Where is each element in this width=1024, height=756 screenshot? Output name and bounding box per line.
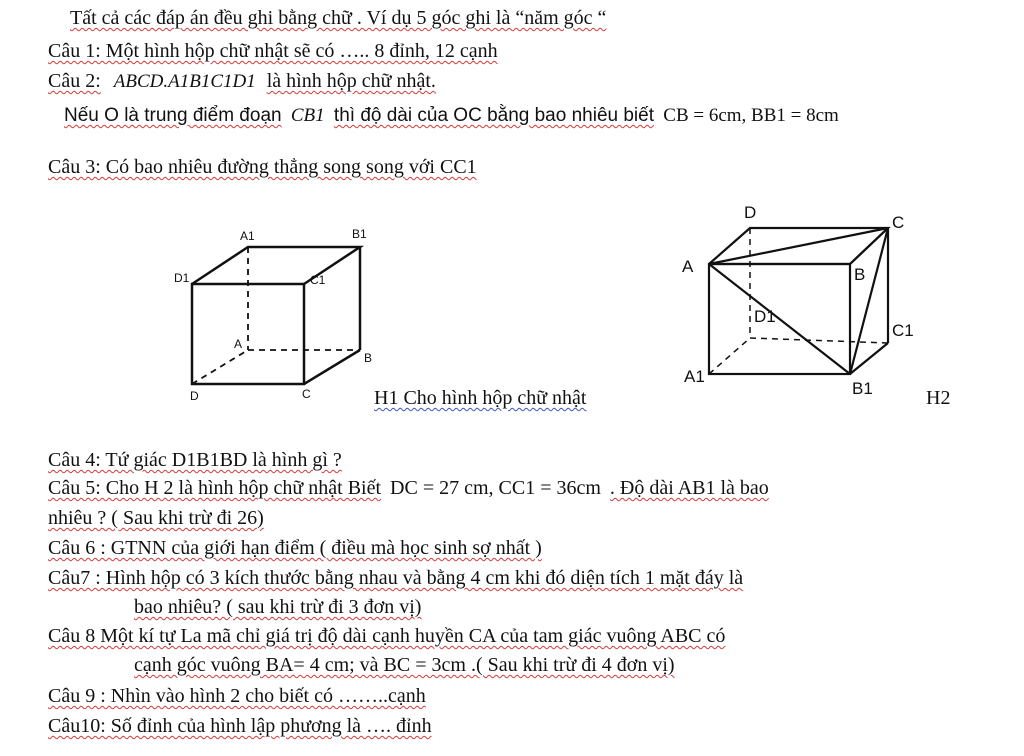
question-2	[48, 69, 436, 94]
hidden-left-edge	[709, 338, 750, 374]
label-C: C	[892, 213, 905, 232]
diagonal-AC	[709, 228, 888, 264]
question-7: Câu7 : Hình hộp có 3 kích thước bằng nhau và bằng 4 cm khi đó diện tích 1 mặt đáy là	[48, 567, 744, 589]
question-10: Câu10: Số đỉnh của hình lập phương là …. đỉnh	[48, 715, 432, 737]
label-B: B	[364, 351, 373, 365]
figure-2-box	[668, 198, 968, 408]
label-D: D	[744, 203, 757, 222]
hidden-back-edge	[750, 338, 888, 343]
front-face	[192, 284, 304, 384]
label-C1: C1	[892, 321, 914, 340]
question-4: Câu 4: Tứ giác D1B1BD là hình gì ?	[48, 449, 342, 471]
question-7-line2: bao nhiêu? ( sau khi trừ đi 3 đơn vị)	[134, 596, 422, 618]
label-B: B	[854, 265, 866, 284]
diagonal-B1C	[850, 228, 888, 374]
figure-1-box	[170, 222, 390, 412]
question-5	[48, 476, 769, 500]
question-2-segment: CB1	[290, 105, 325, 126]
label-C: C	[302, 387, 311, 401]
question-5-suffix: . Độ dài AB1 là bao	[609, 477, 769, 499]
question-3: Câu 3: Có bao nhiêu đường thẳng song song với CC1	[48, 156, 477, 178]
label-D1: D1	[174, 271, 190, 285]
label-D1: D1	[754, 307, 776, 326]
question-2-line2-mid: thì độ dài của OC bằng bao nhiêu biết	[333, 105, 654, 126]
diagonal-AB1	[709, 264, 850, 374]
question-5-line2: nhiêu ? ( Sau khi trừ đi 26)	[48, 507, 264, 529]
question-2-label: Câu 2:	[48, 70, 101, 92]
label-B1: B1	[852, 379, 873, 398]
figure-1-caption: H1 Cho hình hộp chữ nhật	[374, 387, 587, 409]
question-9: Câu 9 : Nhìn vào hình 2 cho biết có ……..cạnh	[48, 685, 426, 707]
label-A: A	[234, 337, 243, 351]
label-D: D	[190, 389, 199, 403]
question-2-line2	[64, 104, 839, 128]
label-C1: C1	[310, 273, 326, 287]
question-5-given: DC = 27 cm, CC1 = 36cm	[390, 477, 601, 499]
question-5-prefix: Câu 5: Cho H 2 là hình hộp chữ nhật Biết	[48, 477, 382, 499]
label-A1: A1	[240, 229, 255, 243]
question-1: Câu 1: Một hình hộp chữ nhật sẽ có ….. 8 đỉnh, 12 cạnh	[48, 40, 498, 62]
question-6: Câu 6 : GTNN của giới hạn điểm ( điều mà học sinh sợ nhất )	[48, 537, 542, 559]
bottom-right-edge	[304, 350, 360, 384]
question-2-line2-text: Nếu O là trung điểm đoạn	[64, 105, 282, 126]
instruction-header: Tất cả các đáp án đều ghi bằng chữ . Ví dụ 5 góc ghi là “năm góc “	[70, 7, 607, 29]
question-8-line2: cạnh góc vuông BA= 4 cm; và BC = 3cm .( Sau khi trừ đi 4 đơn vị)	[134, 654, 675, 676]
label-A1: A1	[684, 367, 705, 386]
label-B1: B1	[352, 227, 367, 241]
top-face	[192, 247, 360, 284]
hidden-left-edge	[192, 350, 248, 384]
figure-2-caption: H2	[926, 387, 951, 409]
bottom-right-edge	[850, 343, 888, 374]
question-8: Câu 8 Một kí tự La mã chỉ giá trị độ dài cạnh huyền CA của tam giác vuông ABC có	[48, 625, 726, 647]
question-2-text: là hình hộp chữ nhật.	[266, 70, 436, 92]
question-2-math: ABCD.A1B1C1D1	[113, 71, 256, 92]
label-A: A	[682, 257, 694, 276]
question-2-given: CB = 6cm, BB1 = 8cm	[663, 105, 839, 126]
